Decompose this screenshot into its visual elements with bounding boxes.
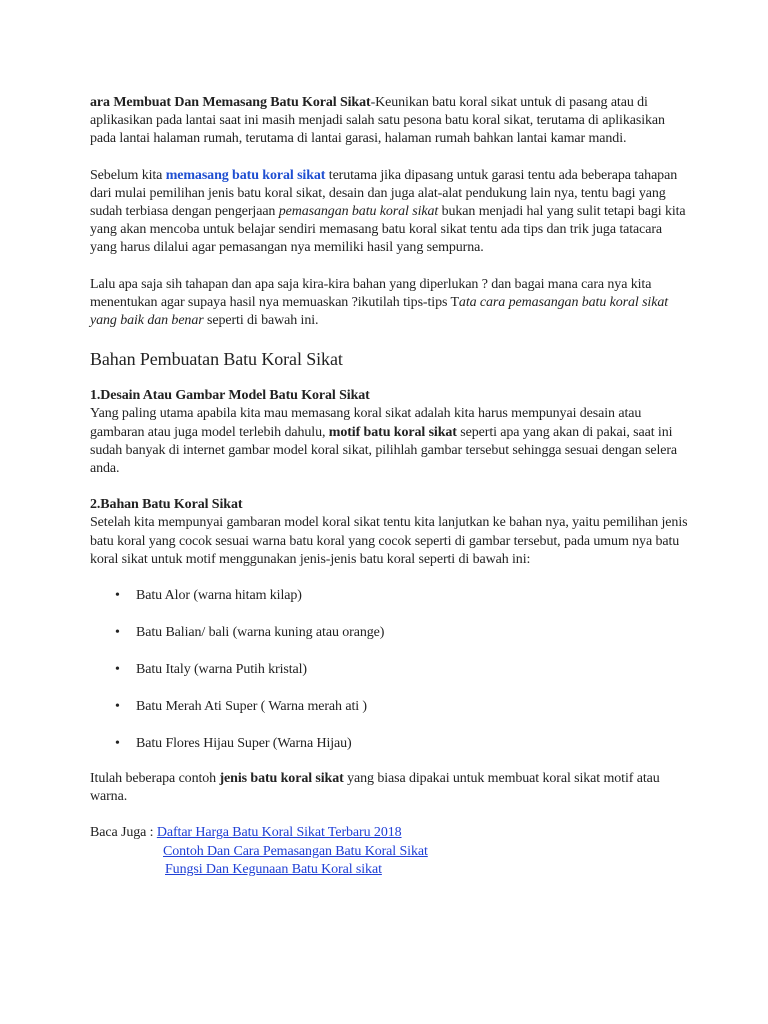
- para2-text-start: Sebelum kita: [90, 167, 166, 183]
- paragraph-3: [90, 276, 690, 331]
- list-item-text: Batu Flores Hijau Super (Warna Hijau): [136, 736, 352, 752]
- link-daftar-harga[interactable]: Daftar Harga Batu Koral Sikat Terbaru 2018: [156, 825, 402, 841]
- para3-text-start: Lalu apa saja sih tahapan dan apa saja kira-kira bahan yang diperlukan ? dan bagai mana cara nya kita menentukan agar supaya hasil nya memuaskan ?ikutilah tips-tips T: [90, 276, 652, 310]
- list-item-text: Batu Alor (warna hitam kilap): [136, 588, 302, 604]
- para2-text-middle: terutama jika dipasang untuk garasi tentu ada beberapa tahapan dari mulai pemilihan jenis batu koral sikat, desain dan juga alat-alat pendukung lain nya, tentu bagi yang sudah terbiasa dengan pengerjaan: [90, 167, 678, 220]
- link-fungsi-kegunaan[interactable]: Fungsi Dan Kegunaan Batu Koral sikat: [165, 861, 382, 877]
- list-item-text: Batu Merah Ati Super ( Warna merah ati ): [136, 699, 367, 715]
- list-item: [90, 661, 690, 679]
- baca-juga-row: [90, 824, 690, 842]
- list-item-text: Batu Italy (warna Putih kristal): [136, 662, 307, 678]
- list-item: [90, 698, 690, 716]
- link-memasang-batu-koral-sikat[interactable]: memasang batu koral sikat: [165, 167, 326, 183]
- section-heading: Bahan Pembuatan Batu Koral Sikat: [90, 349, 343, 370]
- section1-text-start: Yang paling utama apabila kita mau memasang koral sikat adalah kita harus mempunyai desain atau gambaran atau juga model terlebih dahulu,: [90, 406, 642, 440]
- baca-juga-row: [90, 843, 690, 861]
- link-contoh-cara-pemasangan[interactable]: Contoh Dan Cara Pemasangan Batu Koral Sikat: [163, 843, 428, 859]
- article-body: [90, 94, 690, 879]
- para2-text-end: bukan menjadi hal yang sulit tetapi bagi kita yang akan mencoba untuk belajar sendiri memasang batu koral sikat tentu ada tips dan trik juga tatacara yang harus dilalui agar pemasangan nya memiliki hasil yang sempurna.: [90, 204, 686, 256]
- intro-text: -Keunikan batu koral sikat untuk di pasang atau di aplikasikan pada lantai saat ini masih menjadi salah satu pesona batu koral sikat, terutama di aplikasikan pada lantai halaman rumah, terutama di lantai garasi, halaman rumah bahkan lantai kamar mandi.: [90, 95, 665, 147]
- stone-type-list: [90, 587, 690, 753]
- closing-text-end: yang biasa dipakai untuk membuat koral sikat motif atau warna.: [90, 771, 660, 805]
- para3-text-end: seperti di bawah ini.: [203, 313, 319, 329]
- list-item: [90, 735, 690, 753]
- closing-bold: jenis batu koral sikat: [219, 771, 344, 787]
- intro-title: ara Membuat Dan Memasang Batu Koral Sikat: [90, 95, 371, 110]
- bullet-icon: •: [115, 699, 120, 715]
- closing-paragraph: [90, 770, 690, 806]
- closing-text-start: Itulah beberapa contoh: [90, 771, 220, 787]
- baca-juga-row: [90, 861, 690, 879]
- paragraph-2: [90, 167, 690, 258]
- bullet-icon: •: [115, 736, 120, 752]
- para3-italic: ata cara pemasangan batu koral sikat yang baik dan benar: [90, 294, 669, 329]
- section2-paragraph: Setelah kita mempunyai gambaran model koral sikat tentu kita lanjutkan ke bahan nya, yaitu pemilihan jenis batu koral yang cocok sesuai warna batu koral yang cocok seperti di gambar tersebut, pada umum nya batu koral sikat untuk motif menggunakan jenis-jenis batu koral seperti di bawah ini:: [90, 515, 688, 567]
- section1-bold: motif batu koral sikat: [328, 424, 457, 440]
- bullet-icon: •: [115, 588, 120, 604]
- bullet-icon: •: [115, 662, 120, 678]
- section1-text-end: seperti apa yang akan di pakai, saat ini sudah banyak di internet gambar model koral sikat, pilihlah gambar tersebut sehingga sesuai dengan selera anda.: [90, 424, 678, 477]
- list-item-text: Batu Balian/ bali (warna kuning atau orange): [136, 625, 385, 641]
- list-item: [90, 587, 690, 605]
- baca-juga: [90, 824, 690, 879]
- section1-paragraph: [90, 405, 690, 478]
- section1-title: 1.Desain Atau Gambar Model Batu Koral Sikat: [90, 388, 370, 404]
- section2-title: 2.Bahan Batu Koral Sikat: [90, 497, 243, 513]
- list-item: [90, 624, 690, 642]
- para2-italic: pemasangan batu koral sikat: [278, 204, 439, 220]
- intro-paragraph: [90, 94, 690, 149]
- bullet-icon: •: [115, 625, 120, 641]
- baca-juga-label: Baca Juga :: [90, 825, 157, 841]
